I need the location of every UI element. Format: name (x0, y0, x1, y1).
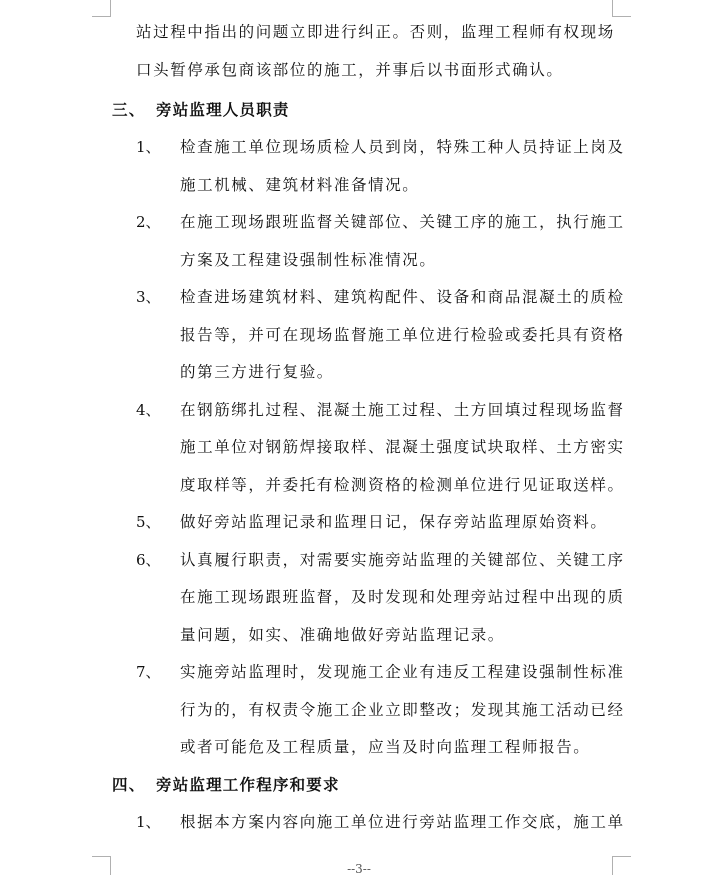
list-item-number: 6、 (136, 551, 161, 569)
list-item-line: 方案及工程建设强制性标准情况。 (180, 251, 437, 269)
list-item-number: 5、 (136, 513, 161, 531)
margin-corner-mark (92, 0, 111, 17)
section-heading: 旁站监理工作程序和要求 (156, 775, 340, 794)
list-item-line: 在施工现场跟班监督关键部位、关键工序的施工，执行施工 (180, 213, 625, 231)
list-item-line: 施工单位对钢筋焊接取样、混凝土强度试块取样、土方密实 (180, 438, 625, 456)
list-item-line: 或者可能危及工程质量，应当及时向监理工程师报告。 (180, 738, 591, 756)
list-item-line: 做好旁站监理记录和监理日记，保存旁站监理原始资料。 (180, 513, 608, 531)
list-item-line: 实施旁站监理时，发现施工企业有违反工程建设强制性标准 (180, 663, 625, 681)
section-number: 四、 (112, 775, 146, 794)
margin-corner-mark (612, 0, 631, 17)
list-item-number: 3、 (136, 288, 161, 306)
list-item-line: 施工机械、建筑材料准备情况。 (180, 176, 420, 194)
paragraph-line: 口头暂停承包商该部位的施工，并事后以书面形式确认。 (136, 61, 564, 79)
list-item-line: 在施工现场跟班监督，及时发现和处理旁站过程中出现的质 (180, 588, 625, 606)
list-item-line: 度取样等，并委托有检测资格的检测单位进行见证取送样。 (180, 476, 625, 494)
list-item-number: 4、 (136, 401, 161, 419)
list-item-number: 1、 (136, 813, 161, 831)
list-item-line: 的第三方进行复验。 (180, 363, 334, 381)
list-item-line: 在钢筋绑扎过程、混凝土施工过程、土方回填过程现场监督 (180, 401, 625, 419)
list-item-number: 7、 (136, 663, 161, 681)
list-item-line: 检查进场建筑材料、建筑构配件、设备和商品混凝土的质检 (180, 288, 625, 306)
list-item-line: 认真履行职责，对需要实施旁站监理的关键部位、关键工序 (180, 551, 625, 569)
list-item-number: 2、 (136, 213, 161, 231)
paragraph-line: 站过程中指出的问题立即进行纠正。否则，监理工程师有权现场 (136, 23, 615, 41)
section-number: 三、 (112, 100, 146, 119)
list-item-line: 量问题，如实、准确地做好旁站监理记录。 (180, 626, 505, 644)
page-number: --3-- (347, 862, 371, 876)
list-item-line: 行为的，有权责令施工企业立即整改；发现其施工活动已经 (180, 701, 625, 719)
list-item-line: 检查施工单位现场质检人员到岗，特殊工种人员持证上岗及 (180, 138, 625, 156)
section-heading: 旁站监理人员职责 (156, 100, 290, 119)
list-item-line: 报告等，并可在现场监督施工单位进行检验或委托具有资格 (180, 326, 625, 344)
list-item-number: 1、 (136, 138, 161, 156)
list-item-line: 根据本方案内容向施工单位进行旁站监理工作交底，施工单 (180, 813, 625, 831)
